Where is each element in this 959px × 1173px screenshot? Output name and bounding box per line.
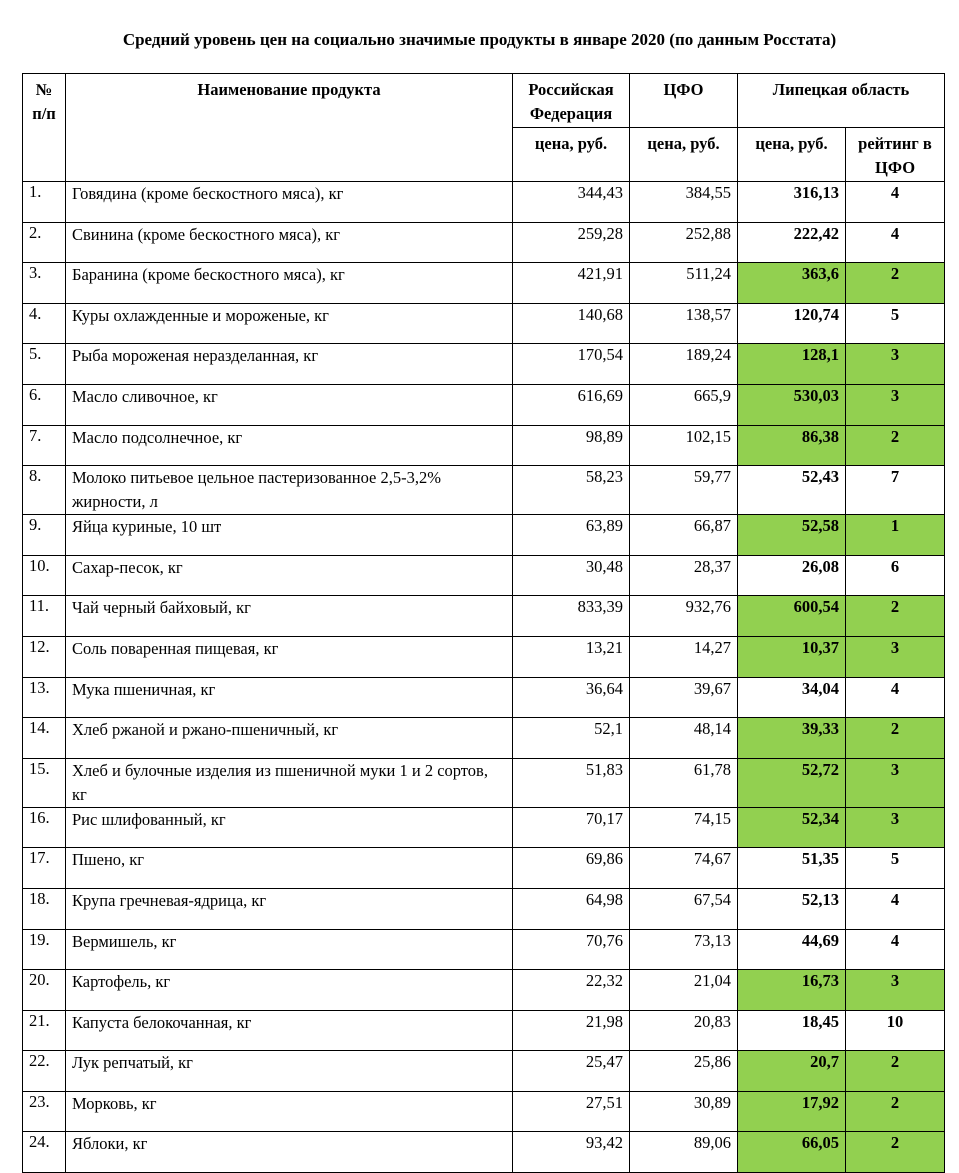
cfo-rating: 4 [846, 888, 945, 929]
row-num: 23. [23, 1091, 66, 1132]
cfo-rating: 3 [846, 384, 945, 425]
rf-price: 58,23 [513, 466, 630, 515]
rf-price: 93,42 [513, 1132, 630, 1173]
product-name: Сахар-песок, кг [66, 555, 513, 596]
rf-price: 52,1 [513, 718, 630, 759]
row-num: 9. [23, 515, 66, 556]
product-name: Чай черный байховый, кг [66, 596, 513, 637]
cfo-rating: 7 [846, 466, 945, 515]
cfo-rating: 10 [846, 1010, 945, 1051]
lipetsk-price: 52,43 [738, 466, 846, 515]
cfo-rating: 5 [846, 303, 945, 344]
product-name: Яйца куриные, 10 шт [66, 515, 513, 556]
table-row [23, 596, 945, 637]
header-rf: Российская Федерация [513, 74, 630, 128]
cfo-price: 189,24 [630, 344, 738, 385]
rf-price: 13,21 [513, 636, 630, 677]
cfo-rating: 2 [846, 425, 945, 466]
cfo-rating: 4 [846, 182, 945, 223]
row-num: 3. [23, 263, 66, 304]
rf-price: 98,89 [513, 425, 630, 466]
product-name: Масло сливочное, кг [66, 384, 513, 425]
rf-price: 259,28 [513, 222, 630, 263]
rf-price: 833,39 [513, 596, 630, 637]
row-num: 8. [23, 466, 66, 515]
cfo-price: 102,15 [630, 425, 738, 466]
product-name: Картофель, кг [66, 970, 513, 1011]
product-name: Мука пшеничная, кг [66, 677, 513, 718]
table-row [23, 1051, 945, 1092]
table-row [23, 636, 945, 677]
cfo-price: 28,37 [630, 555, 738, 596]
row-num: 2. [23, 222, 66, 263]
cfo-price: 66,87 [630, 515, 738, 556]
table-row [23, 848, 945, 889]
product-name: Рыба мороженая неразделанная, кг [66, 344, 513, 385]
row-num: 6. [23, 384, 66, 425]
row-num: 12. [23, 636, 66, 677]
row-num: 19. [23, 929, 66, 970]
product-name: Соль поваренная пищевая, кг [66, 636, 513, 677]
product-name: Куры охлажденные и мороженые, кг [66, 303, 513, 344]
cfo-price: 61,78 [630, 758, 738, 807]
table-row [23, 555, 945, 596]
table-row [23, 1132, 945, 1173]
cfo-price: 932,76 [630, 596, 738, 637]
cfo-rating: 4 [846, 677, 945, 718]
cfo-rating: 2 [846, 263, 945, 304]
cfo-rating: 4 [846, 222, 945, 263]
row-num: 5. [23, 344, 66, 385]
lipetsk-price: 66,05 [738, 1132, 846, 1173]
cfo-rating: 3 [846, 636, 945, 677]
lipetsk-price: 20,7 [738, 1051, 846, 1092]
rf-price: 63,89 [513, 515, 630, 556]
product-name: Говядина (кроме бескостного мяса), кг [66, 182, 513, 223]
cfo-rating: 2 [846, 1051, 945, 1092]
row-num: 22. [23, 1051, 66, 1092]
row-num: 24. [23, 1132, 66, 1173]
lipetsk-price: 39,33 [738, 718, 846, 759]
row-num: 20. [23, 970, 66, 1011]
row-num: 13. [23, 677, 66, 718]
header-cfo: ЦФО [630, 74, 738, 128]
row-num: 17. [23, 848, 66, 889]
product-name: Свинина (кроме бескостного мяса), кг [66, 222, 513, 263]
product-name: Лук репчатый, кг [66, 1051, 513, 1092]
lipetsk-price: 128,1 [738, 344, 846, 385]
lipetsk-price: 363,6 [738, 263, 846, 304]
rf-price: 69,86 [513, 848, 630, 889]
rf-price: 421,91 [513, 263, 630, 304]
table-row [23, 182, 945, 223]
row-num: 7. [23, 425, 66, 466]
cfo-price: 20,83 [630, 1010, 738, 1051]
table-row [23, 807, 945, 848]
cfo-rating: 3 [846, 807, 945, 848]
row-num: 21. [23, 1010, 66, 1051]
header-rf-price: цена, руб. [513, 128, 630, 182]
table-row [23, 425, 945, 466]
rf-price: 25,47 [513, 1051, 630, 1092]
product-name: Капуста белокочанная, кг [66, 1010, 513, 1051]
cfo-rating: 3 [846, 344, 945, 385]
table-row [23, 515, 945, 556]
rf-price: 70,76 [513, 929, 630, 970]
table-row [23, 970, 945, 1011]
cfo-price: 25,86 [630, 1051, 738, 1092]
header-name: Наименование продукта [66, 74, 513, 182]
product-name: Морковь, кг [66, 1091, 513, 1132]
lipetsk-price: 26,08 [738, 555, 846, 596]
table-row [23, 677, 945, 718]
product-name: Крупа гречневая-ядрица, кг [66, 888, 513, 929]
header-rating: рейтинг в ЦФО [846, 128, 945, 182]
row-num: 18. [23, 888, 66, 929]
cfo-price: 30,89 [630, 1091, 738, 1132]
table-row [23, 888, 945, 929]
lipetsk-price: 222,42 [738, 222, 846, 263]
cfo-price: 511,24 [630, 263, 738, 304]
rf-price: 170,54 [513, 344, 630, 385]
lipetsk-price: 52,72 [738, 758, 846, 807]
cfo-rating: 2 [846, 596, 945, 637]
table-row [23, 1091, 945, 1132]
lipetsk-price: 52,58 [738, 515, 846, 556]
table-row [23, 466, 945, 515]
rf-price: 22,32 [513, 970, 630, 1011]
lipetsk-price: 600,54 [738, 596, 846, 637]
lipetsk-price: 34,04 [738, 677, 846, 718]
table-row [23, 384, 945, 425]
cfo-rating: 3 [846, 758, 945, 807]
cfo-price: 48,14 [630, 718, 738, 759]
cfo-price: 74,15 [630, 807, 738, 848]
rf-price: 616,69 [513, 384, 630, 425]
cfo-rating: 5 [846, 848, 945, 889]
cfo-rating: 4 [846, 929, 945, 970]
cfo-price: 59,77 [630, 466, 738, 515]
row-num: 4. [23, 303, 66, 344]
cfo-price: 14,27 [630, 636, 738, 677]
rf-price: 51,83 [513, 758, 630, 807]
row-num: 1. [23, 182, 66, 223]
cfo-price: 73,13 [630, 929, 738, 970]
product-name: Вермишель, кг [66, 929, 513, 970]
cfo-rating: 2 [846, 718, 945, 759]
rf-price: 344,43 [513, 182, 630, 223]
product-name: Хлеб ржаной и ржано-пшеничный, кг [66, 718, 513, 759]
lipetsk-price: 120,74 [738, 303, 846, 344]
cfo-price: 384,55 [630, 182, 738, 223]
header-num: № п/п [23, 74, 66, 182]
cfo-rating: 1 [846, 515, 945, 556]
table-row [23, 758, 945, 807]
rf-price: 64,98 [513, 888, 630, 929]
product-name: Баранина (кроме бескостного мяса), кг [66, 263, 513, 304]
lipetsk-price: 86,38 [738, 425, 846, 466]
lipetsk-price: 17,92 [738, 1091, 846, 1132]
row-num: 14. [23, 718, 66, 759]
rf-price: 27,51 [513, 1091, 630, 1132]
rf-price: 36,64 [513, 677, 630, 718]
rf-price: 21,98 [513, 1010, 630, 1051]
product-name: Хлеб и булочные изделия из пшеничной муки 1 и 2 сортов, кг [66, 758, 513, 807]
lipetsk-price: 316,13 [738, 182, 846, 223]
lipetsk-price: 530,03 [738, 384, 846, 425]
cfo-price: 21,04 [630, 970, 738, 1011]
row-num: 11. [23, 596, 66, 637]
cfo-price: 74,67 [630, 848, 738, 889]
row-num: 15. [23, 758, 66, 807]
product-name: Яблоки, кг [66, 1132, 513, 1173]
prices-table [22, 73, 945, 1173]
page-title: Средний уровень цен на социально значимые продукты в январе 2020 (по данным Росстата) [122, 30, 837, 49]
cfo-rating: 6 [846, 555, 945, 596]
rf-price: 70,17 [513, 807, 630, 848]
cfo-price: 252,88 [630, 222, 738, 263]
table-row [23, 303, 945, 344]
lipetsk-price: 44,69 [738, 929, 846, 970]
rf-price: 140,68 [513, 303, 630, 344]
table-row [23, 718, 945, 759]
product-name: Масло подсолнечное, кг [66, 425, 513, 466]
header-lip-price: цена, руб. [738, 128, 846, 182]
table-row [23, 344, 945, 385]
lipetsk-price: 18,45 [738, 1010, 846, 1051]
lipetsk-price: 52,13 [738, 888, 846, 929]
lipetsk-price: 51,35 [738, 848, 846, 889]
row-num: 10. [23, 555, 66, 596]
rf-price: 30,48 [513, 555, 630, 596]
product-name: Рис шлифованный, кг [66, 807, 513, 848]
lipetsk-price: 10,37 [738, 636, 846, 677]
header-lipetsk: Липецкая область [738, 74, 945, 128]
product-name: Пшено, кг [66, 848, 513, 889]
row-num: 16. [23, 807, 66, 848]
lipetsk-price: 16,73 [738, 970, 846, 1011]
cfo-rating: 3 [846, 970, 945, 1011]
header-cfo-price: цена, руб. [630, 128, 738, 182]
cfo-price: 67,54 [630, 888, 738, 929]
lipetsk-price: 52,34 [738, 807, 846, 848]
cfo-price: 665,9 [630, 384, 738, 425]
table-row [23, 263, 945, 304]
cfo-rating: 2 [846, 1132, 945, 1173]
table-row [23, 222, 945, 263]
cfo-price: 89,06 [630, 1132, 738, 1173]
table-row [23, 1010, 945, 1051]
cfo-rating: 2 [846, 1091, 945, 1132]
product-name: Молоко питьевое цельное пастеризованное 2,5-3,2% жирности, л [66, 466, 513, 515]
table-row [23, 929, 945, 970]
cfo-price: 138,57 [630, 303, 738, 344]
cfo-price: 39,67 [630, 677, 738, 718]
